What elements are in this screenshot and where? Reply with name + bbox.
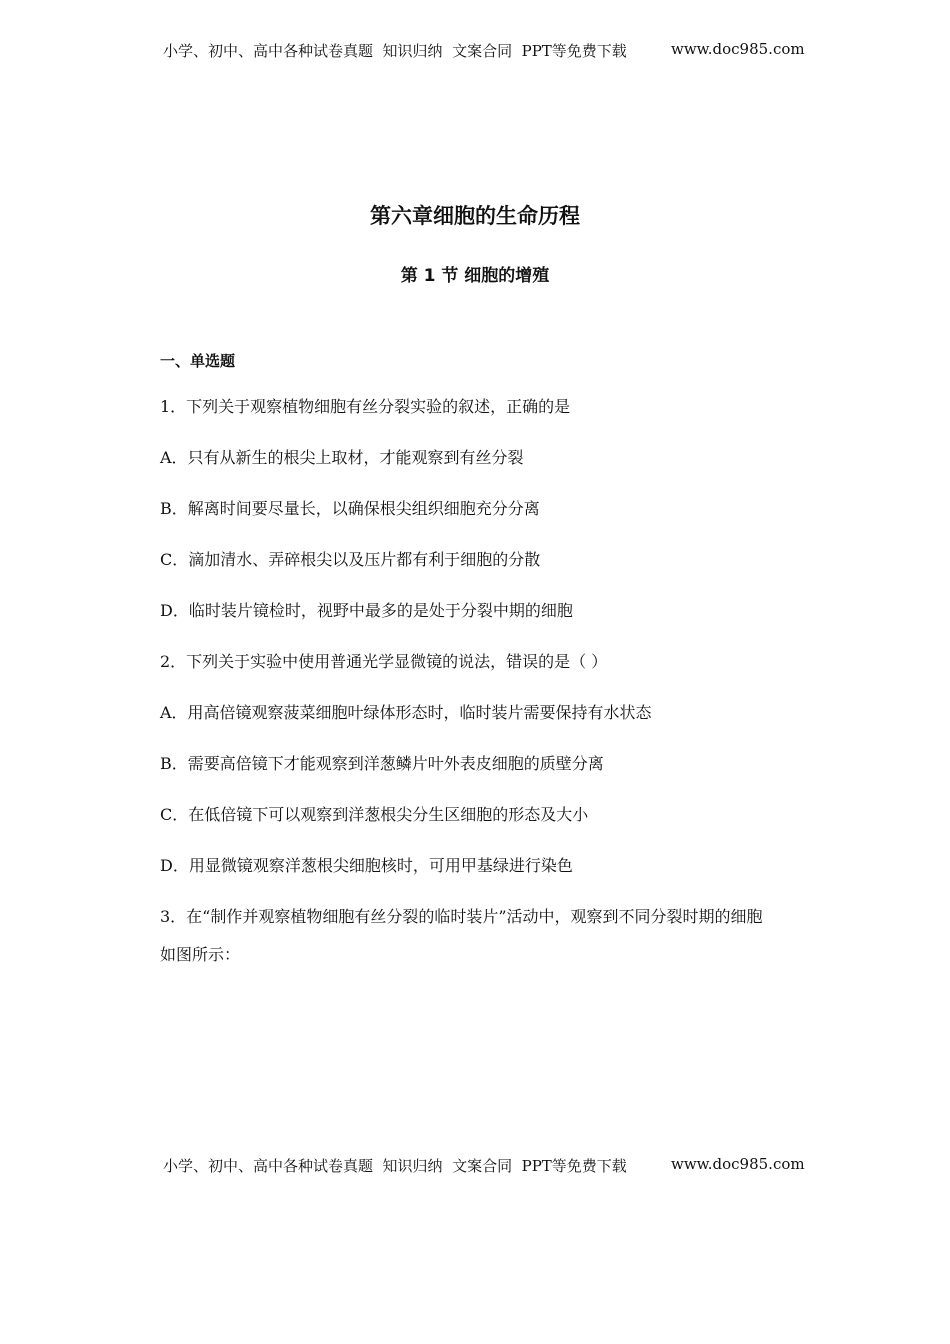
q1-option-b: B．解离时间要尽量长，以确保根尖组织细胞充分分离 — [160, 499, 540, 518]
q3-stem-line2: 如图所示： — [160, 945, 241, 964]
q2-option-d: D．用显微镜观察洋葱根尖细胞核时，可用甲基绿进行染色 — [160, 856, 573, 875]
q2-option-c: C．在低倍镜下可以观察到洋葱根尖分生区细胞的形态及大小 — [160, 805, 589, 824]
section-title: 第 1 节 细胞的增殖 — [400, 266, 550, 286]
q1-option-d: D．临时装片镜检时，视野中最多的是处于分裂中期的细胞 — [160, 601, 573, 620]
footer-text: 小学、初中、高中各种试卷真题 知识归纳 文案合同 PPT等免费下载 — [163, 1157, 627, 1175]
q2-option-a: A．用高倍镜观察菠菜细胞叶绿体形态时，临时装片需要保持有水状态 — [160, 703, 652, 722]
page-footer — [163, 1155, 803, 1209]
q1-stem: 1．下列关于观察植物细胞有丝分裂实验的叙述，正确的是 — [160, 397, 571, 416]
q1-option-a: A．只有从新生的根尖上取材，才能观察到有丝分裂 — [160, 448, 524, 467]
footer-url[interactable]: www.doc985.com — [671, 1155, 805, 1173]
chapter-title: 第六章细胞的生命历程 — [370, 204, 580, 228]
q3-stem-line1: 3．在“制作并观察植物细胞有丝分裂的临时装片”活动中，观察到不同分裂时期的细胞 — [160, 907, 763, 926]
q1-option-c: C．滴加清水、弄碎根尖以及压片都有利于细胞的分散 — [160, 550, 541, 569]
q2-option-b: B．需要高倍镜下才能观察到洋葱鳞片叶外表皮细胞的质壁分离 — [160, 754, 604, 773]
header-url[interactable]: www.doc985.com — [671, 40, 805, 58]
header-text: 小学、初中、高中各种试卷真题 知识归纳 文案合同 PPT等免费下载 — [163, 42, 627, 60]
q2-stem: 2．下列关于实验中使用普通光学显微镜的说法，错误的是（ ） — [160, 652, 608, 671]
section-heading: 一、单选题 — [160, 352, 236, 370]
page-header — [163, 40, 803, 94]
